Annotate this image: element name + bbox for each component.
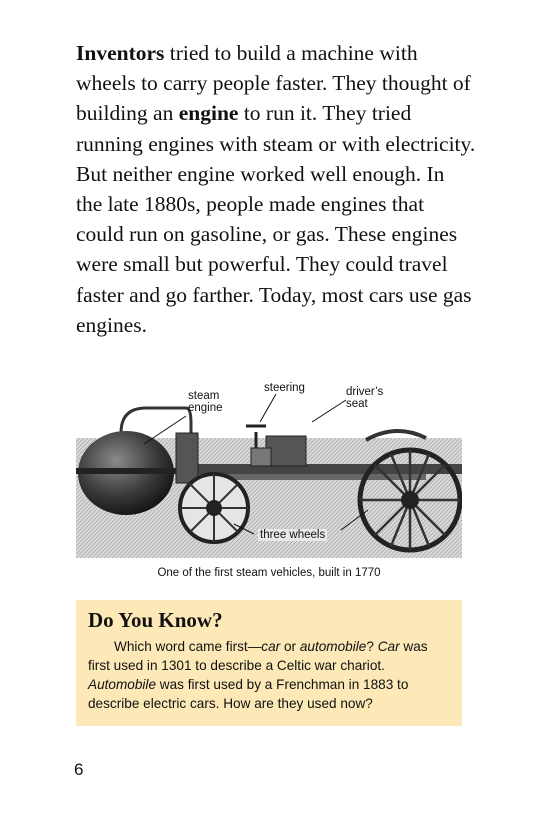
body-text-part: tried to build a machine with wheels to carry people faster. They thought of building an — [76, 41, 471, 126]
do-you-know-text — [88, 637, 450, 713]
body-text-part: to run it. They tried running engines with steam or with electricity. But neither engine worked well enough. In the late 1880s, people made engines that could run on gasoline, or gas. These engines were small but powerful. They could travel faster and go farther. Today, most cars use gas engines. — [76, 101, 476, 337]
term-inventors: Inventors — [76, 41, 165, 65]
label-steering: steering — [264, 382, 305, 394]
figure-caption: One of the first steam vehicles, built in 1770 — [157, 567, 381, 579]
dyk-word-car: Car — [377, 639, 400, 654]
drivers-seat-shape — [266, 436, 306, 466]
label-steam: steam — [188, 390, 220, 402]
label-drivers: driver’s — [346, 386, 384, 398]
label-three-wheels: three wheels — [260, 529, 326, 541]
do-you-know-box — [76, 600, 462, 726]
cylinder-shape — [176, 433, 198, 483]
dyk-text-part: was first used in 1301 to describe a Celtic war chariot. — [88, 639, 428, 673]
dyk-word-car: car — [261, 639, 281, 654]
dyk-text-part: or — [280, 639, 300, 654]
body-paragraph — [76, 38, 476, 340]
label-seat: seat — [346, 398, 368, 410]
dyk-word-automobile: automobile — [299, 639, 367, 654]
steam-vehicle-illustration — [76, 378, 462, 560]
dyk-text-part: Which word came first— — [114, 639, 262, 654]
dyk-text-part: was first used by a Frenchman in 1883 to describe electric cars. How are they used now? — [88, 677, 409, 711]
term-engine: engine — [178, 101, 239, 126]
label-engine: engine — [188, 402, 223, 414]
page-number: 6 — [74, 760, 84, 779]
do-you-know-title: Do You Know? — [88, 608, 223, 632]
dyk-word-automobile: Automobile — [88, 677, 157, 692]
dyk-text-part: ? — [366, 639, 378, 654]
